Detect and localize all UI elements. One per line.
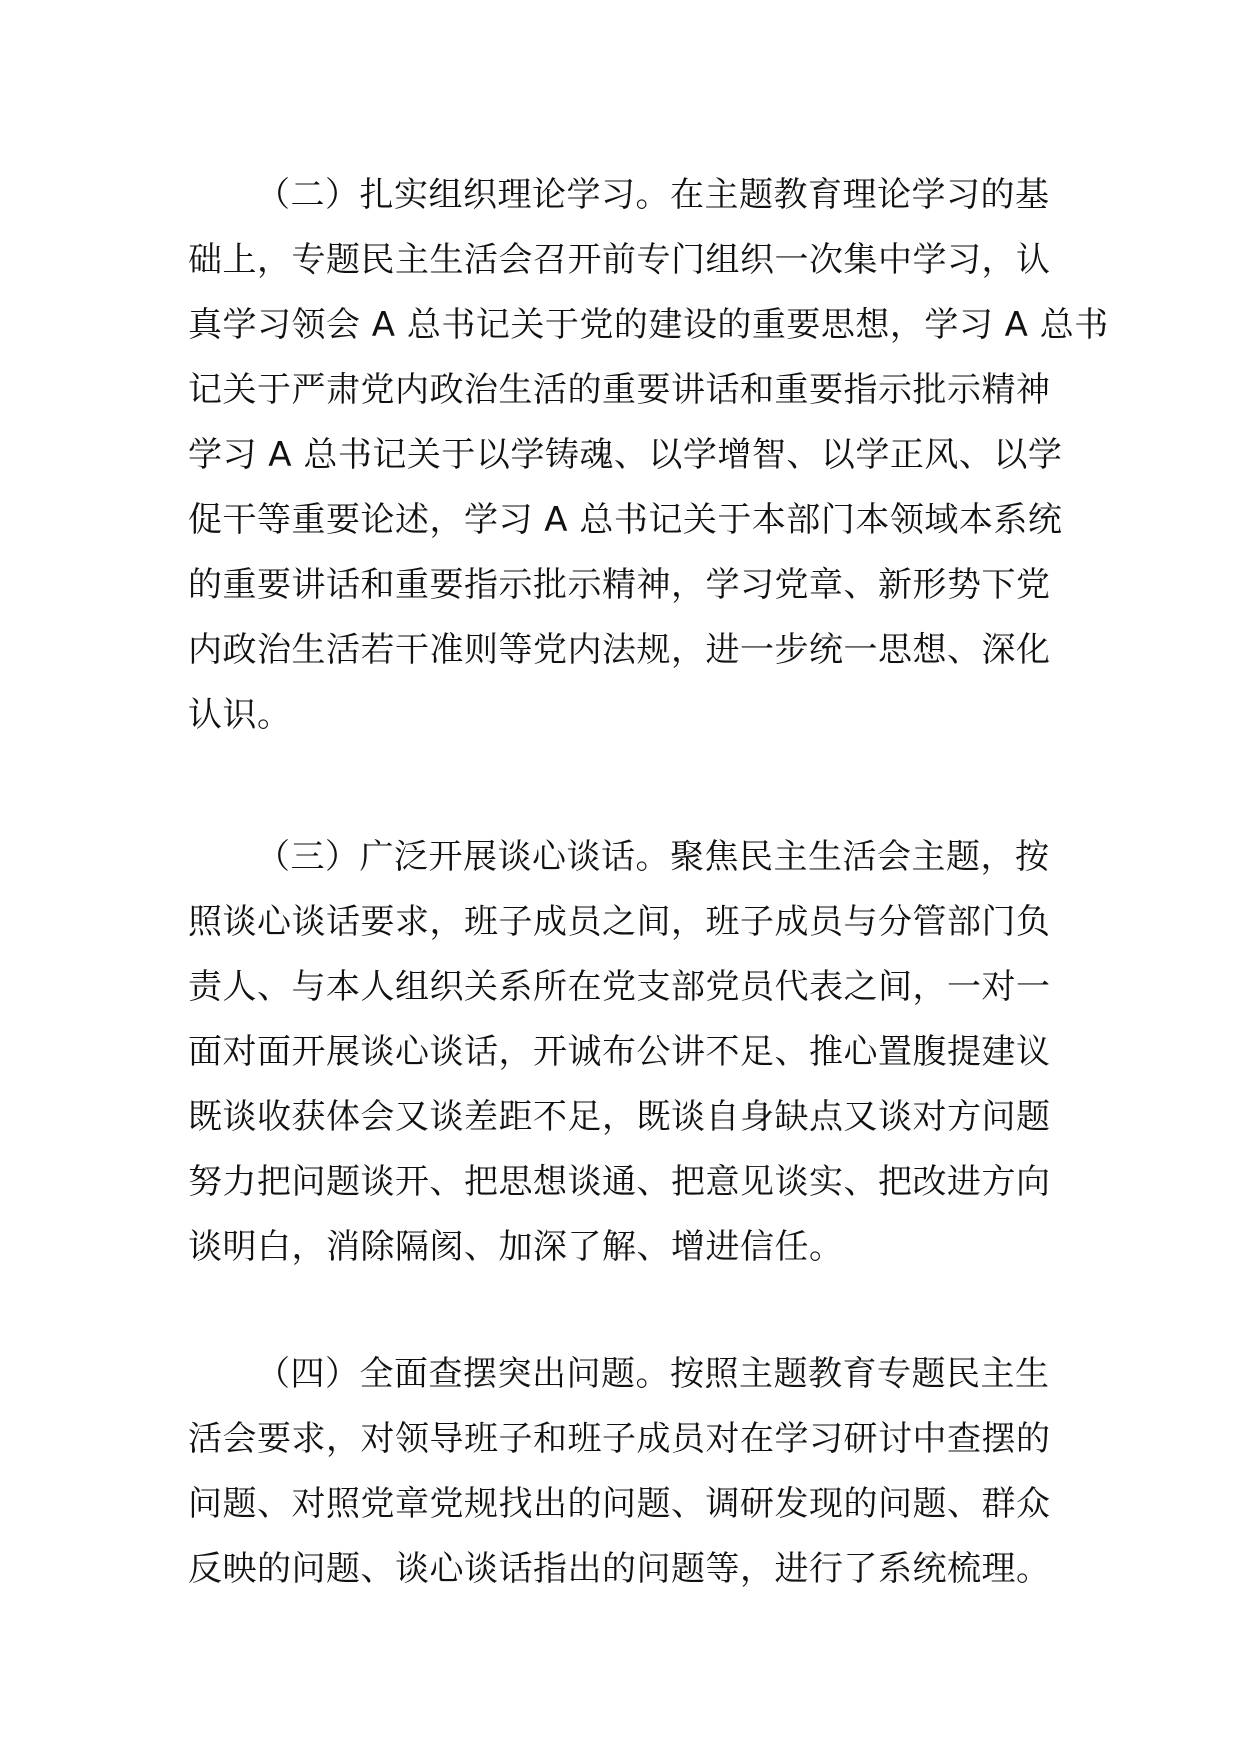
paragraph-line: 真学习领会 A 总书记关于党的建设的重要思想，学习 A 总书 xyxy=(188,305,1109,345)
paragraph-line: 努力把问题谈开、把思想谈通、把意见谈实、把改进方向 xyxy=(188,1162,1051,1202)
paragraph-line: 学习 A 总书记关于以学铸魂、以学增智、以学正风、以学 xyxy=(188,435,1063,475)
paragraph-line: 面对面开展谈心谈话，开诚布公讲不足、推心置腹提建议 xyxy=(188,1032,1051,1072)
paragraph-line: （三）广泛开展谈心谈话。聚焦民主生活会主题，按 xyxy=(256,837,1050,877)
paragraph-line: 活会要求，对领导班子和班子成员对在学习研讨中查摆的 xyxy=(188,1419,1051,1459)
paragraph-line: 既谈收获体会又谈差距不足，既谈自身缺点又谈对方问题 xyxy=(188,1097,1051,1137)
paragraph-line: 反映的问题、谈心谈话指出的问题等，进行了系统梳理。 xyxy=(188,1549,1051,1589)
paragraph-line: （二）扎实组织理论学习。在主题教育理论学习的基 xyxy=(256,175,1050,215)
paragraph-line: 础上，专题民主生活会召开前专门组织一次集中学习，认 xyxy=(188,240,1051,280)
paragraph-line: 促干等重要论述，学习 A 总书记关于本部门本领域本系统 xyxy=(188,500,1063,540)
paragraph-line: （四）全面查摆突出问题。按照主题教育专题民主生 xyxy=(256,1354,1050,1394)
paragraph-problem-review xyxy=(188,1342,1058,1602)
paragraph-line: 问题、对照党章党规找出的问题、调研发现的问题、群众 xyxy=(188,1484,1051,1524)
paragraph-line: 认识。 xyxy=(188,695,292,735)
paragraph-line: 责人、与本人组织关系所在党支部党员代表之间，一对一 xyxy=(188,967,1051,1007)
paragraph-line: 照谈心谈话要求，班子成员之间，班子成员与分管部门负 xyxy=(188,902,1051,942)
paragraph-theory-study xyxy=(188,163,1109,748)
paragraph-heart-to-heart-talks xyxy=(188,825,1058,1280)
paragraph-line: 内政治生活若干准则等党内法规，进一步统一思想、深化 xyxy=(188,630,1051,670)
paragraph-line: 记关于严肃党内政治生活的重要讲话和重要指示批示精神 xyxy=(188,370,1051,410)
paragraph-line: 谈明白，消除隔阂、加深了解、增进信任。 xyxy=(188,1227,844,1267)
paragraph-line: 的重要讲话和重要指示批示精神，学习党章、新形势下党 xyxy=(188,565,1051,605)
